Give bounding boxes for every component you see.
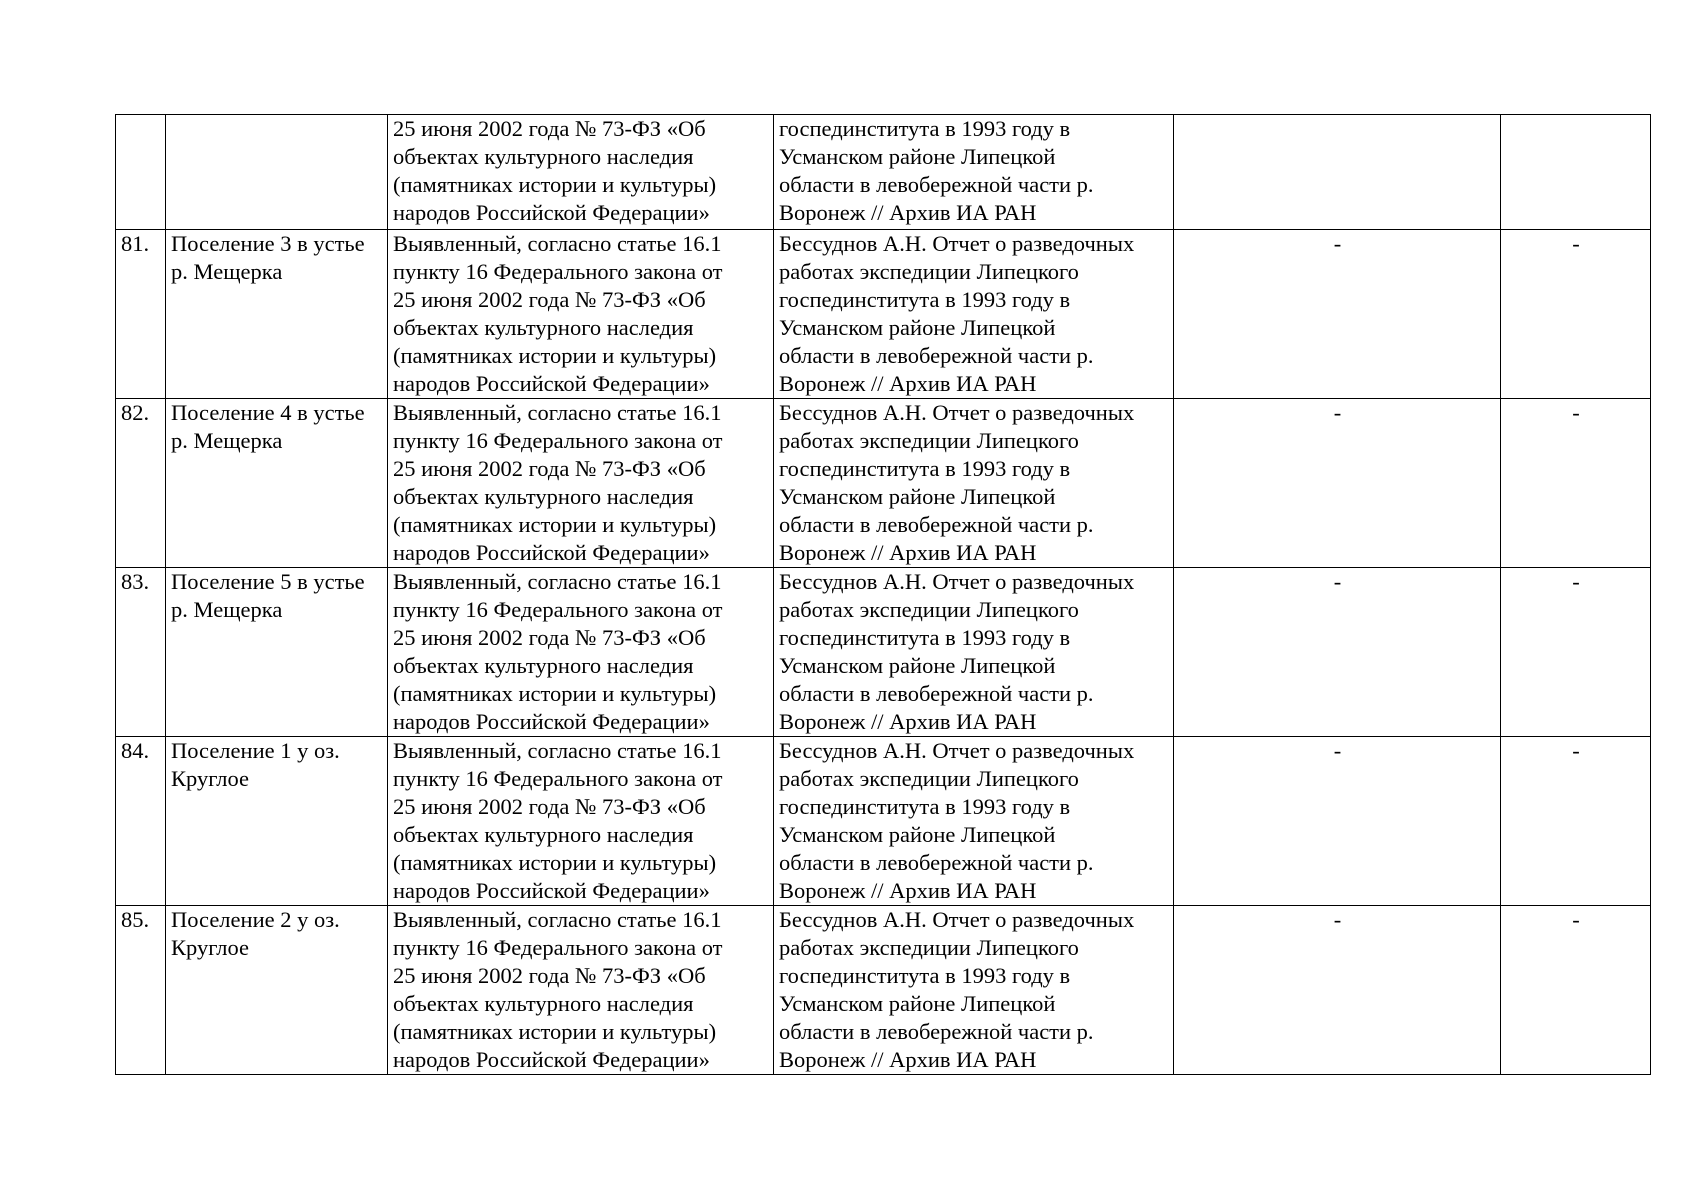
column-5-cell: -	[1174, 906, 1501, 1075]
column-5-cell: -	[1174, 230, 1501, 399]
heritage-registry-table	[115, 114, 1651, 1075]
row-number-cell	[116, 115, 166, 230]
site-name-cell	[166, 115, 388, 230]
site-name-cell: Поселение 3 в устье р. Мещерка	[166, 230, 388, 399]
row-number-cell: 82.	[116, 399, 166, 568]
column-6-cell: -	[1501, 906, 1651, 1075]
source-reference-cell: Бессуднов А.Н. Отчет о разведочных работах экспедиции Липецкого госпединститута в 1993 году в Усманском районе Липецкой области в левобережной части р. Воронеж // Архив ИА РАН	[774, 737, 1174, 906]
table-row	[116, 737, 1651, 906]
legal-status-cell: Выявленный, согласно статье 16.1 пункту 16 Федерального закона от 25 июня 2002 года № 73-ФЗ «Об объектах культурного наследия (памятниках истории и культуры) народов Российской Федерации»	[388, 568, 774, 737]
source-reference-cell: Бессуднов А.Н. Отчет о разведочных работах экспедиции Липецкого госпединститута в 1993 году в Усманском районе Липецкой области в левобережной части р. Воронеж // Архив ИА РАН	[774, 568, 1174, 737]
table-row	[116, 399, 1651, 568]
site-name-cell: Поселение 5 в устье р. Мещерка	[166, 568, 388, 737]
table-row	[116, 230, 1651, 399]
row-number-cell: 81.	[116, 230, 166, 399]
source-reference-cell: Бессуднов А.Н. Отчет о разведочных работах экспедиции Липецкого госпединститута в 1993 году в Усманском районе Липецкой области в левобережной части р. Воронеж // Архив ИА РАН	[774, 906, 1174, 1075]
site-name-cell: Поселение 2 у оз. Круглое	[166, 906, 388, 1075]
column-6-cell	[1501, 115, 1651, 230]
column-5-cell: -	[1174, 568, 1501, 737]
row-number-cell: 83.	[116, 568, 166, 737]
table-row	[116, 906, 1651, 1075]
column-6-cell: -	[1501, 568, 1651, 737]
column-6-cell: -	[1501, 230, 1651, 399]
legal-status-cell: Выявленный, согласно статье 16.1 пункту 16 Федерального закона от 25 июня 2002 года № 73-ФЗ «Об объектах культурного наследия (памятниках истории и культуры) народов Российской Федерации»	[388, 230, 774, 399]
source-reference-cell: Бессуднов А.Н. Отчет о разведочных работах экспедиции Липецкого госпединститута в 1993 году в Усманском районе Липецкой области в левобережной части р. Воронеж // Архив ИА РАН	[774, 230, 1174, 399]
column-5-cell: -	[1174, 399, 1501, 568]
column-5-cell: -	[1174, 737, 1501, 906]
column-6-cell: -	[1501, 399, 1651, 568]
site-name-cell: Поселение 4 в устье р. Мещерка	[166, 399, 388, 568]
column-6-cell: -	[1501, 737, 1651, 906]
table-row	[116, 568, 1651, 737]
site-name-cell: Поселение 1 у оз. Круглое	[166, 737, 388, 906]
column-5-cell	[1174, 115, 1501, 230]
legal-status-cell: Выявленный, согласно статье 16.1 пункту 16 Федерального закона от 25 июня 2002 года № 73-ФЗ «Об объектах культурного наследия (памятниках истории и культуры) народов Российской Федерации»	[388, 399, 774, 568]
row-number-cell: 85.	[116, 906, 166, 1075]
legal-status-cell: Выявленный, согласно статье 16.1 пункту 16 Федерального закона от 25 июня 2002 года № 73-ФЗ «Об объектах культурного наследия (памятниках истории и культуры) народов Российской Федерации»	[388, 737, 774, 906]
row-number-cell: 84.	[116, 737, 166, 906]
table-row	[116, 115, 1651, 230]
legal-status-cell: 25 июня 2002 года № 73-ФЗ «Об объектах культурного наследия (памятниках истории и культуры) народов Российской Федерации»	[388, 115, 774, 230]
legal-status-cell: Выявленный, согласно статье 16.1 пункту 16 Федерального закона от 25 июня 2002 года № 73-ФЗ «Об объектах культурного наследия (памятниках истории и культуры) народов Российской Федерации»	[388, 906, 774, 1075]
source-reference-cell: Бессуднов А.Н. Отчет о разведочных работах экспедиции Липецкого госпединститута в 1993 году в Усманском районе Липецкой области в левобережной части р. Воронеж // Архив ИА РАН	[774, 399, 1174, 568]
source-reference-cell: госпединститута в 1993 году в Усманском районе Липецкой области в левобережной части р. Воронеж // Архив ИА РАН	[774, 115, 1174, 230]
